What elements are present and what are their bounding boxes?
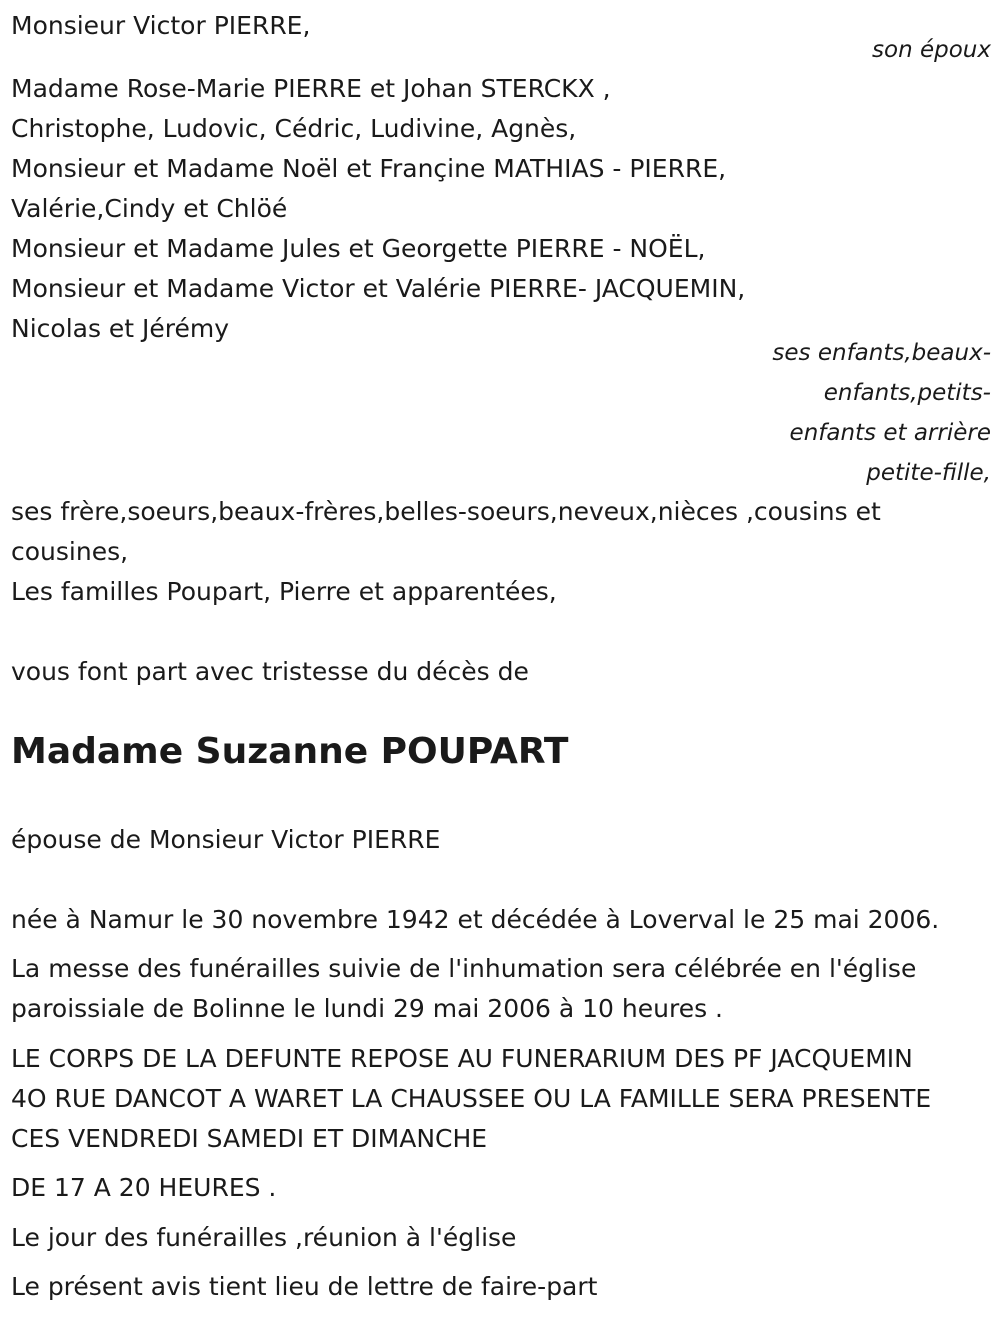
announcement-text: vous font part avec tristesse du décès de <box>11 657 529 686</box>
mass-line: paroissiale de Bolinne le lundi 29 mai 2006 à 10 heures . <box>11 994 723 1023</box>
deceased-name: Madame Suzanne POUPART <box>11 731 569 772</box>
family-line: Madame Rose-Marie PIERRE et Johan STERCKX , <box>11 74 611 103</box>
husband-name: Monsieur Victor PIERRE, <box>11 11 311 40</box>
visitation-line: CES VENDREDI SAMEDI ET DIMANCHE <box>11 1124 488 1153</box>
relatives-line: ses frère,soeurs,beaux-frères,belles-soeurs,neveux,nièces ,cousins et <box>11 497 881 526</box>
family-line: Christophe, Ludovic, Cédric, Ludivine, Agnès, <box>11 114 577 143</box>
birth-death-dates: née à Namur le 30 novembre 1942 et décédée à Loverval le 25 mai 2006. <box>11 905 940 934</box>
mass-line: La messe des funérailles suivie de l'inhumation sera célébrée en l'église <box>11 954 917 983</box>
visitation-hours: DE 17 A 20 HEURES . <box>11 1173 277 1202</box>
deceased-spouse: épouse de Monsieur Victor PIERRE <box>11 825 441 854</box>
notice-text: Le présent avis tient lieu de lettre de faire-part <box>11 1272 598 1301</box>
husband-role: son époux <box>872 37 991 63</box>
family-line: Monsieur et Madame Jules et Georgette PIERRE - NOËL, <box>11 234 706 263</box>
relatives-line: Les familles Poupart, Pierre et apparentées, <box>11 577 557 606</box>
visitation-line: 4O RUE DANCOT A WARET LA CHAUSSEE OU LA FAMILLE SERA PRESENTE <box>11 1084 932 1113</box>
family-line: Monsieur et Madame Victor et Valérie PIERRE- JACQUEMIN, <box>11 274 746 303</box>
children-role-line: enfants et arrière <box>789 420 991 446</box>
children-role-line: ses enfants,beaux- <box>772 340 991 366</box>
children-role-line: enfants,petits- <box>823 380 991 406</box>
children-role-line: petite-fille, <box>866 460 991 486</box>
visitation-line: LE CORPS DE LA DEFUNTE REPOSE AU FUNERARIUM DES PF JACQUEMIN <box>11 1044 913 1073</box>
family-line: Nicolas et Jérémy <box>11 314 230 343</box>
family-line: Monsieur et Madame Noël et Françine MATHIAS - PIERRE, <box>11 154 727 183</box>
relatives-line: cousines, <box>11 537 129 566</box>
family-line: Valérie,Cindy et Chlöé <box>11 194 288 223</box>
meeting-info: Le jour des funérailles ,réunion à l'église <box>11 1223 517 1252</box>
